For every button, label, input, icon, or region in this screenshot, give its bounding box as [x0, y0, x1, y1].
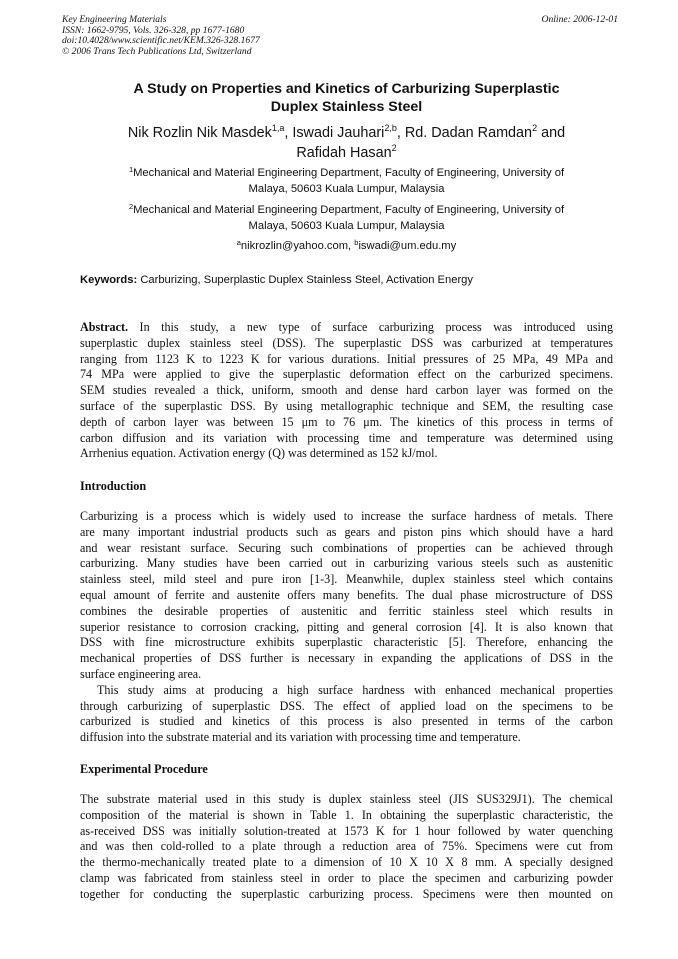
author-3: Rd. Dadan Ramdan	[404, 125, 533, 141]
intro-p1-line-5: stainless steel, mild steel and pure iron [1-3]. Meanwhile, duplex stainless steel which contains	[80, 572, 613, 587]
abstract-paragraph	[80, 320, 613, 462]
author-and: and	[541, 125, 566, 141]
affiliation-2-line-2: Malaya, 50603 Kuala Lumpur, Malaysia	[248, 219, 445, 232]
abstract-label: Abstract.	[80, 320, 129, 334]
intro-p2-line-2: through carburizing of superplastic DSS. The effect of applied load on the specimens to be	[80, 698, 613, 713]
author-1-sup: 1,a	[271, 123, 285, 133]
email-b-sup: b	[354, 238, 359, 247]
issn-line: ISSN: 1662-9795, Vols. 326-328, pp 1677-1680	[62, 24, 245, 36]
abstract-line-6: surface of the superplastic DSS. By using metallographic technique and SEM, the resulting case	[80, 398, 613, 413]
exp-p1-line-4: and was then cold-rolled to a plate through a reduction area of 75%. Specimens were cut from	[80, 839, 613, 854]
abstract-line	[80, 320, 613, 336]
running-header	[62, 15, 618, 57]
intro-p2-line-4: diffusion into the substrate material and its variation with processing time and temperature.	[80, 730, 521, 745]
author-4: Rafidah Hasan	[296, 144, 392, 161]
affiliation-1-line-2: Malaya, 50603 Kuala Lumpur, Malaysia	[248, 182, 445, 195]
intro-p1-line-2: are many important industrial products such as gears and piston pins which should have a hard	[80, 524, 613, 539]
email-a-link[interactable]: nikrozlin@yahoo.com,	[240, 240, 352, 252]
intro-p1-line-7: combines the desirable properties of austenitic and ferritic stainless steel which results in	[80, 603, 613, 618]
email-a-sup: a	[236, 238, 241, 247]
doi-line: doi:10.4028/www.scientific.net/KEM.326-328.1677	[62, 35, 260, 47]
email-b-link[interactable]: iswadi@um.edu.my	[358, 240, 457, 252]
keywords-text: Carburizing, Superplastic Duplex Stainless Steel, Activation Energy	[140, 274, 473, 286]
abstract-line-2: superplastic duplex stainless steel (DSS). The superplastic DSS was carburized at temperatures	[80, 335, 613, 350]
author-2-sup: 2,b	[384, 123, 397, 133]
author-2: Iswadi Jauhari	[292, 125, 385, 141]
intro-p1-line-6: equal amount of ferrite and austenite offers many benefits. The dual phase microstructure of DSS	[80, 587, 613, 602]
exp-p1-line-1: The substrate material used in this study is duplex stainless steel (JIS SUS329J1). The chemical	[80, 792, 613, 806]
author-list: Nik Rozlin Nik Masdek$^{1,a}$, Iswadi Jauhari$^{2,b}$, Rd. Dadan Ramdan$^2$ and Rafidah Hasan$^2$	[127, 123, 566, 161]
paper-title	[80, 80, 613, 116]
abstract-line-7: depth of carbon layer was between 15 μm to 76 μm. The kinetics of this process in terms of	[80, 414, 613, 429]
author-4-sup: 2	[391, 142, 397, 153]
title-line-2: Duplex Stainless Steel	[270, 99, 423, 115]
keywords-label: Keywords:	[80, 274, 138, 286]
affiliation-2-line-1: Mechanical and Material Engineering Department, Faculty of Engineering, University of	[133, 204, 565, 216]
abstract-line-3: ranging from 1123 K to 1223 K for various durations. Initial pressures of 25 MPa, 49 MPa and	[80, 351, 613, 366]
abstract-line-5: SEM studies revealed a thick, uniform, smooth and dense hard carbon layer was formed on the	[80, 383, 613, 398]
introduction-paragraph-1	[80, 509, 613, 746]
affiliation-1-sup: 1	[128, 165, 134, 174]
affiliation-1-line-1: Mechanical and Material Engineering Department, Faculty of Engineering, University of	[133, 167, 565, 179]
intro-p2-line-3: carburized is studied and kinetics of this process is also presented in terms of the carbon	[80, 714, 613, 729]
keywords	[80, 273, 613, 288]
affiliation-2-sup: 2	[128, 202, 134, 211]
email-line	[80, 239, 613, 255]
affiliation-1	[80, 166, 613, 197]
journal-name: Key Engineering Materials	[62, 14, 167, 25]
exp-p1-line-7: together for conducting the superplastic carburizing process. Specimens were then mounted on	[80, 886, 613, 901]
exp-p1-line-3: as-received DSS was initially solution-treated at 1573 K for 1 hour followed by water quenching	[80, 823, 613, 838]
intro-p1-line-9: DSS with fine microstructure exhibits superplastic characteristic [5]. Therefore, enhancing the	[80, 635, 613, 650]
experimental-heading: Experimental Procedure	[80, 762, 208, 776]
intro-p1-line-1: Carburizing is a process which is widely used to increase the surface hardness of metals. There	[80, 509, 613, 523]
title-line-1: A Study on Properties and Kinetics of Carburizing Superplastic	[133, 81, 560, 97]
author-3-sup: 2	[532, 123, 538, 133]
affiliation-2	[80, 203, 613, 234]
abstract-line-9: Arrhenius equation. Activation energy (Q) was determined as 152 kJ/mol.	[80, 446, 438, 461]
author-1: Nik Rozlin Nik Masdek	[127, 125, 272, 141]
exp-p1-line-5: the thermo-mechanically treated plate to a dimension of 10 X 10 X 8 mm. A specially designed	[80, 855, 613, 870]
abstract-line-8: carbon diffusion and its variation with processing time and temperature was determined using	[80, 430, 613, 445]
intro-p2-line-1: This study aims at producing a high surface hardness with enhanced mechanical properties	[97, 682, 613, 697]
copyright-line: © 2006 Trans Tech Publications Ltd, Switzerland	[62, 45, 252, 57]
intro-p1-line-8: superior resistance to corrosion cracking, pitting and general corrosion [4]. It is also known that	[80, 619, 613, 634]
experimental-paragraph-1	[80, 792, 613, 903]
online-date: Online: 2006-12-01	[541, 14, 618, 25]
abstract-line-4: 74 MPa were applied to give the superplastic deformation effect on the carburized specimens.	[80, 367, 613, 382]
abstract-line-1: In this study, a new type of surface carburizing process was introduced using	[139, 320, 613, 334]
exp-p1-line-6: clamp was fabricated from stainless steel in order to place the specimen and carburizing powder	[80, 870, 613, 885]
introduction-heading: Introduction	[80, 479, 147, 493]
intro-p1-line-10: mechanical properties of DSS further is necessary in expanding the applications of DSS in the	[80, 651, 613, 666]
intro-p1-line-4: carburizing. Many studies have been carried out in carburizing various steels such as austenitic	[80, 556, 613, 571]
exp-p1-line-2: composition of the material is shown in Table 1. In obtaining the superplastic characteristic, the	[80, 807, 613, 822]
intro-p1-line-3: and wear resistant surface. Securing such combinations of properties can be achieved through	[80, 540, 613, 555]
intro-p1-line-11: surface engineering area.	[80, 666, 202, 681]
